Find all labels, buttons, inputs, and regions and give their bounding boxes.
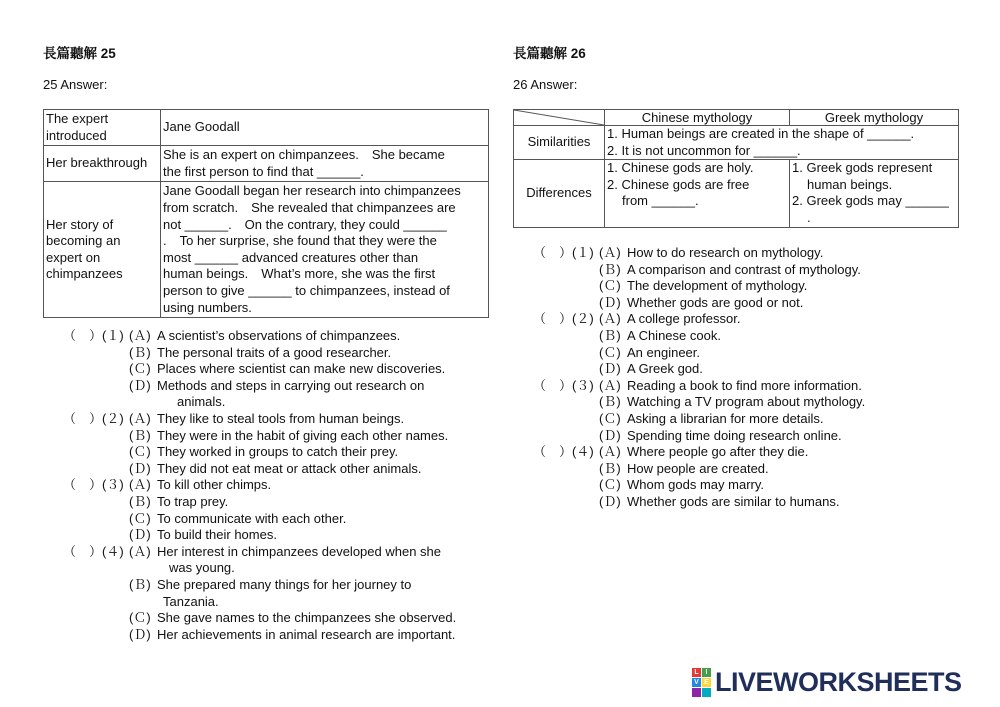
question-number[interactable]: （ ）(４) <box>63 543 124 559</box>
row-body-story: Jane Goodall began her research into chimpanzees from scratch. She revealed that chimpanzees are not ______. On the contrary, they could ______ . To her surprise, she found that they were the most ______ advanced creatures other than human beings. What’s more, she was the first person to give ______ to chimpanzees, instead of using numbers. <box>161 182 489 318</box>
questions-25 <box>43 328 489 643</box>
option-b[interactable]: (Ｂ) A Chinese cook. <box>599 327 721 343</box>
diagonal-header-cell <box>514 110 605 126</box>
option-d[interactable]: (Ｄ) Whether gods are similar to humans. <box>599 493 840 509</box>
row-body-breakthrough: She is an expert on chimpanzees. She became the first person to find that ______. <box>161 146 489 182</box>
answer-label-26: 26 Answer: <box>513 77 578 92</box>
option-d[interactable]: (Ｄ) Whether gods are good or not. <box>599 294 804 310</box>
option-b[interactable]: (Ｂ) Watching a TV program about mythology. <box>599 394 866 410</box>
option-c[interactable]: (Ｃ) Whom gods may marry. <box>599 477 765 493</box>
option-a[interactable]: (Ａ) A college professor. <box>599 311 741 327</box>
diagonal-line <box>514 110 604 125</box>
question-26-4 <box>513 444 959 510</box>
question-number[interactable]: （ ）(２) <box>63 410 124 426</box>
liveworksheets-logo <box>692 666 962 698</box>
question-26-3 <box>513 378 959 444</box>
question-25-2 <box>43 411 489 477</box>
row-differences: Differences <box>514 160 605 227</box>
row-head-story: Her story of becoming an expert on chimpanzees <box>44 182 161 318</box>
option-a[interactable]: (Ａ) They like to steal tools from human beings. <box>129 410 405 426</box>
logo-wordmark: LIVEWORKSHEETS <box>715 666 962 697</box>
column-chinese-mythology: Chinese mythology <box>605 110 790 126</box>
option-b[interactable]: (Ｂ) A comparison and contrast of mythology. <box>599 261 861 277</box>
logo-icon: L I V E <box>692 668 711 697</box>
option-d[interactable]: (Ｄ) To build their homes. <box>129 527 277 543</box>
row-body-expert: Jane Goodall <box>161 110 489 146</box>
question-number[interactable]: （ ）(３) <box>533 377 594 393</box>
row-head-breakthrough: Her breakthrough <box>44 146 161 182</box>
question-25-4 <box>43 544 489 644</box>
question-number[interactable]: （ ）(３) <box>63 477 124 493</box>
questions-26 <box>513 245 959 511</box>
option-d[interactable]: (Ｄ) Her achievements in animal research are important. <box>129 626 456 642</box>
option-a[interactable]: (Ａ) Where people go after they die. <box>599 444 809 460</box>
question-26-2 <box>513 311 959 377</box>
row-similarities: Similarities <box>514 126 605 160</box>
differences-greek: 1. Greek gods represent human beings. 2. Greek gods may ______ . <box>790 160 959 227</box>
option-b[interactable]: (Ｂ) How people are created. <box>599 460 769 476</box>
answer-label-25: 25 Answer: <box>43 77 108 92</box>
option-a[interactable]: (Ａ) Her interest in chimpanzees developed when she <box>129 543 442 559</box>
option-c[interactable]: (Ｃ) An engineer. <box>599 344 701 360</box>
option-c[interactable]: (Ｃ) They worked in groups to catch their prey. <box>129 444 399 460</box>
option-b-continued: Tanzania. <box>163 593 219 609</box>
option-c[interactable]: (Ｃ) Asking a librarian for more details. <box>599 410 824 426</box>
option-c[interactable]: (Ｃ) To communicate with each other. <box>129 510 347 526</box>
comparison-table-26 <box>513 109 959 228</box>
option-a[interactable]: (Ａ) How to do research on mythology. <box>599 245 824 260</box>
option-c[interactable]: (Ｃ) The development of mythology. <box>599 278 808 294</box>
option-c[interactable]: (Ｃ) Places where scientist can make new discoveries. <box>129 361 446 377</box>
option-d[interactable]: (Ｄ) Spending time doing research online. <box>599 427 842 443</box>
question-number[interactable]: （ ）(１) <box>533 245 594 260</box>
option-d[interactable]: (Ｄ) A Greek god. <box>599 361 703 377</box>
question-25-3 <box>43 477 489 543</box>
section-title-26: 長篇聽解 26 <box>513 46 586 61</box>
similarities-cell: 1. Human beings are created in the shape of ______. 2. It is not uncommon for ______. <box>605 126 959 160</box>
column-greek-mythology: Greek mythology <box>790 110 959 126</box>
option-a[interactable]: (Ａ) To kill other chimps. <box>129 477 272 493</box>
option-b[interactable]: (Ｂ) They were in the habit of giving each other names. <box>129 427 449 443</box>
notes-table-25 <box>43 109 489 318</box>
option-b[interactable]: (Ｂ) The personal traits of a good researcher. <box>129 344 392 360</box>
option-a[interactable]: (Ａ) A scientist’s observations of chimpanzees. <box>129 328 401 343</box>
question-number[interactable]: （ ）(４) <box>533 444 594 460</box>
question-number[interactable]: （ ）(２) <box>533 311 594 327</box>
question-25-1 <box>43 328 489 411</box>
option-d-continued: animals. <box>177 394 226 410</box>
row-head-expert: The expert introduced <box>44 110 161 146</box>
section-title-25: 長篇聽解 25 <box>43 46 116 61</box>
differences-chinese: 1. Chinese gods are holy. 2. Chinese gods are free from ______. <box>605 160 790 227</box>
option-d[interactable]: (Ｄ) Methods and steps in carrying out research on <box>129 377 425 393</box>
option-a[interactable]: (Ａ) Reading a book to find more information. <box>599 377 862 393</box>
option-d[interactable]: (Ｄ) They did not eat meat or attack other animals. <box>129 460 422 476</box>
question-number[interactable]: （ ）(１) <box>63 328 124 343</box>
option-b[interactable]: (Ｂ) To trap prey. <box>129 493 229 509</box>
option-a-continued: was young. <box>169 560 235 576</box>
question-26-1 <box>513 245 959 311</box>
option-b[interactable]: (Ｂ) She prepared many things for her journey to <box>129 576 412 592</box>
option-c[interactable]: (Ｃ) She gave names to the chimpanzees she observed. <box>129 610 457 626</box>
